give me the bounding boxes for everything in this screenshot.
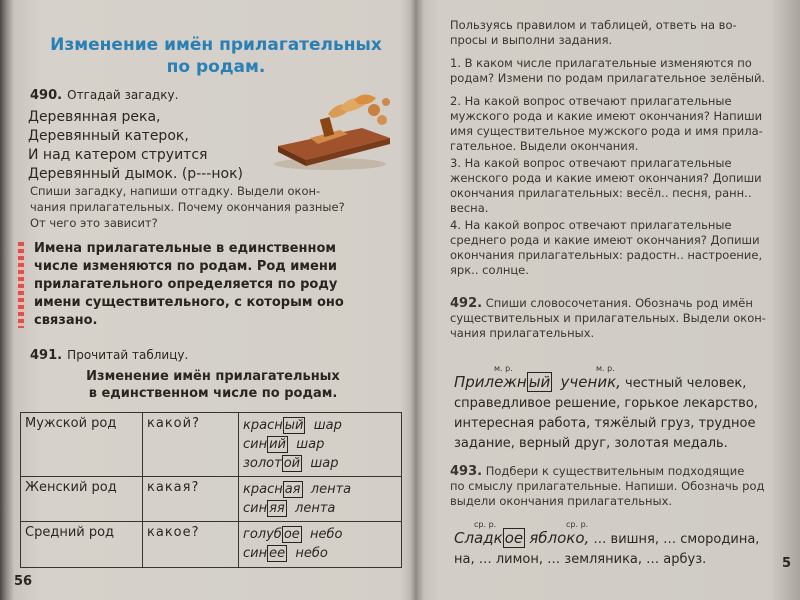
question-line: ярк.. солнце. (450, 263, 529, 277)
rule-line: числе изменяются по родам. Род имени (34, 259, 337, 274)
table-row-neuter (21, 522, 402, 568)
question-1 (450, 56, 765, 86)
exercise-number: 490. (30, 88, 63, 103)
exercise-number: 492. (450, 296, 483, 311)
ending-box: ая (284, 482, 301, 497)
question-line: родам? Измени по родам прилагательное зелёный. (450, 71, 766, 85)
ending-box: ый (284, 418, 304, 433)
question-line: гательное. Выдели окончания. (450, 139, 639, 153)
exercise-instruction: Прочитай таблицу. (67, 348, 189, 362)
question-4 (450, 218, 762, 278)
riddle-line: И над катером струится (28, 147, 208, 163)
intro-line: просы и выполни задания. (450, 33, 613, 47)
title-line-2: по родам. (166, 57, 266, 77)
task-line: выдели окончания прилагательных. (450, 494, 673, 508)
text-line: справедливое решение, горькое лекарство, (454, 396, 758, 411)
text-line: на, … лимон, … земляника, … арбуз. (454, 552, 707, 567)
rule-text (34, 240, 406, 330)
question-3 (450, 156, 762, 216)
ending-box: ый (528, 373, 551, 391)
rule-box (18, 240, 406, 332)
table-title-line: в единственном числе по родам. (88, 386, 338, 401)
text-line: интересная работа, тяжёлый груз, трудное (454, 416, 756, 431)
rule-marker (18, 242, 24, 328)
text-line: задание, верный друг, золотая медаль. (454, 436, 728, 451)
text-line: Прилежн ый ученик, честный человек, (454, 373, 747, 391)
gender-cell: Средний род (21, 522, 143, 568)
riddle-line: Деревянная река, (28, 109, 161, 125)
gender-mark: м. р. (596, 364, 615, 373)
question-line: 2. На какой вопрос отвечают прилагательные (450, 94, 732, 108)
task-line: чания прилагательных. Почему окончания разные? (30, 200, 345, 214)
rule-line: прилагательного определяется по роду (34, 277, 338, 292)
task-line: по смыслу прилагательные. Напиши. Обозначь род (450, 479, 765, 493)
gender-cell: Мужской род (21, 413, 143, 477)
text-line: Сладк ое яблоко, … вишня, … смородина, (454, 529, 760, 547)
task-line: От чего это зависит? (30, 216, 158, 230)
example-line: син яя лента (243, 501, 336, 516)
ending-box: ое (504, 529, 524, 547)
examples-cell (239, 413, 402, 477)
exercise-instruction: Отгадай загадку. (67, 88, 179, 102)
question-cell: какая? (143, 477, 239, 522)
example-line: красн ый шар (243, 418, 342, 433)
question-line: окончания прилагательных: весёл.. песня, ранн.. (450, 186, 752, 200)
gender-cell: Женский род (21, 477, 143, 522)
riddle-line: Деревянный дымок. (р---нок) (28, 166, 243, 182)
page-number: 56 (14, 574, 33, 589)
ending-box: ое (283, 527, 300, 542)
table-title-line: Изменение имён прилагательных (86, 369, 340, 384)
wood-plane-illustration (270, 88, 396, 172)
exercise-492-task (450, 296, 766, 341)
example-line: син ее небо (243, 546, 328, 561)
exercise-491-heading (30, 344, 188, 363)
page-number: 5 (782, 556, 792, 571)
examples-cell (239, 477, 402, 522)
exercise-number: 491. (30, 348, 63, 363)
question-line: имя существительное мужского рода и имя прила- (450, 124, 763, 138)
exercise-493-text (454, 528, 759, 570)
left-page (8, 0, 412, 600)
gender-table (20, 412, 402, 568)
riddle-line: Деревянный катерок, (28, 128, 189, 144)
question-line: среднего рода и какие имеют окончания? Допиши (450, 233, 760, 247)
gender-mark: ср. р. (474, 520, 497, 529)
gender-mark: ср. р. (566, 520, 589, 529)
rule-line: связано. (34, 313, 98, 328)
ending-box: ой (283, 456, 301, 471)
ending-box: ий (269, 437, 287, 452)
exercise-490-task (30, 183, 410, 231)
right-page (424, 0, 800, 600)
question-cell: какое? (143, 522, 239, 568)
example-line: красн ая лента (243, 482, 352, 497)
exercise-493-task (450, 464, 764, 509)
question-line: мужского рода и какие имеют окончания? Напиши (450, 109, 763, 123)
task-line: чания прилагательных. (450, 326, 595, 340)
intro-text (450, 18, 737, 48)
exercise-number: 493. (450, 464, 483, 479)
task-line: Спиши загадку, напиши отгадку. Выдели окон- (30, 184, 321, 198)
examples-cell (239, 522, 402, 568)
task-line: существительных и прилагательных. Выдели окон- (450, 311, 766, 325)
example-line: голуб ое небо (243, 527, 343, 542)
gender-mark: м. р. (494, 364, 513, 373)
table-row-feminine (21, 477, 402, 522)
example-line: золот ой шар (243, 456, 339, 471)
question-line: окончания прилагательных: радостн.. настроение, (450, 248, 763, 262)
rule-line: имени существительного, с которым оно (34, 295, 344, 310)
task-line: 492. Спиши словосочетания. Обозначь род имён (450, 296, 753, 311)
question-cell: какой? (143, 413, 239, 477)
question-line: 4. На какой вопрос отвечают прилагательные (450, 218, 732, 232)
page-title (36, 34, 396, 78)
question-2 (450, 94, 763, 154)
example-line: син ий шар (243, 437, 325, 452)
task-line: 493. Подбери к существительным подходящие (450, 464, 745, 479)
table-title (48, 368, 378, 402)
question-line: 1. В каком числе прилагательные изменяются по (450, 56, 752, 70)
exercise-490-heading (30, 84, 178, 103)
question-line: женского рода и какие имеют окончания? Допиши (450, 171, 762, 185)
rule-line: Имена прилагательные в единственном (34, 241, 336, 256)
ending-box: яя (269, 501, 285, 516)
question-line: весна. (450, 201, 489, 215)
table-row-masculine (21, 413, 402, 477)
ending-box: ее (269, 546, 286, 561)
question-line: 3. На какой вопрос отвечают прилагательные (450, 156, 732, 170)
exercise-492-text (454, 372, 758, 454)
riddle-text (28, 108, 243, 184)
title-line-1: Изменение имён прилагательных (50, 35, 382, 55)
intro-line: Пользуясь правилом и таблицей, ответь на во- (450, 18, 737, 32)
